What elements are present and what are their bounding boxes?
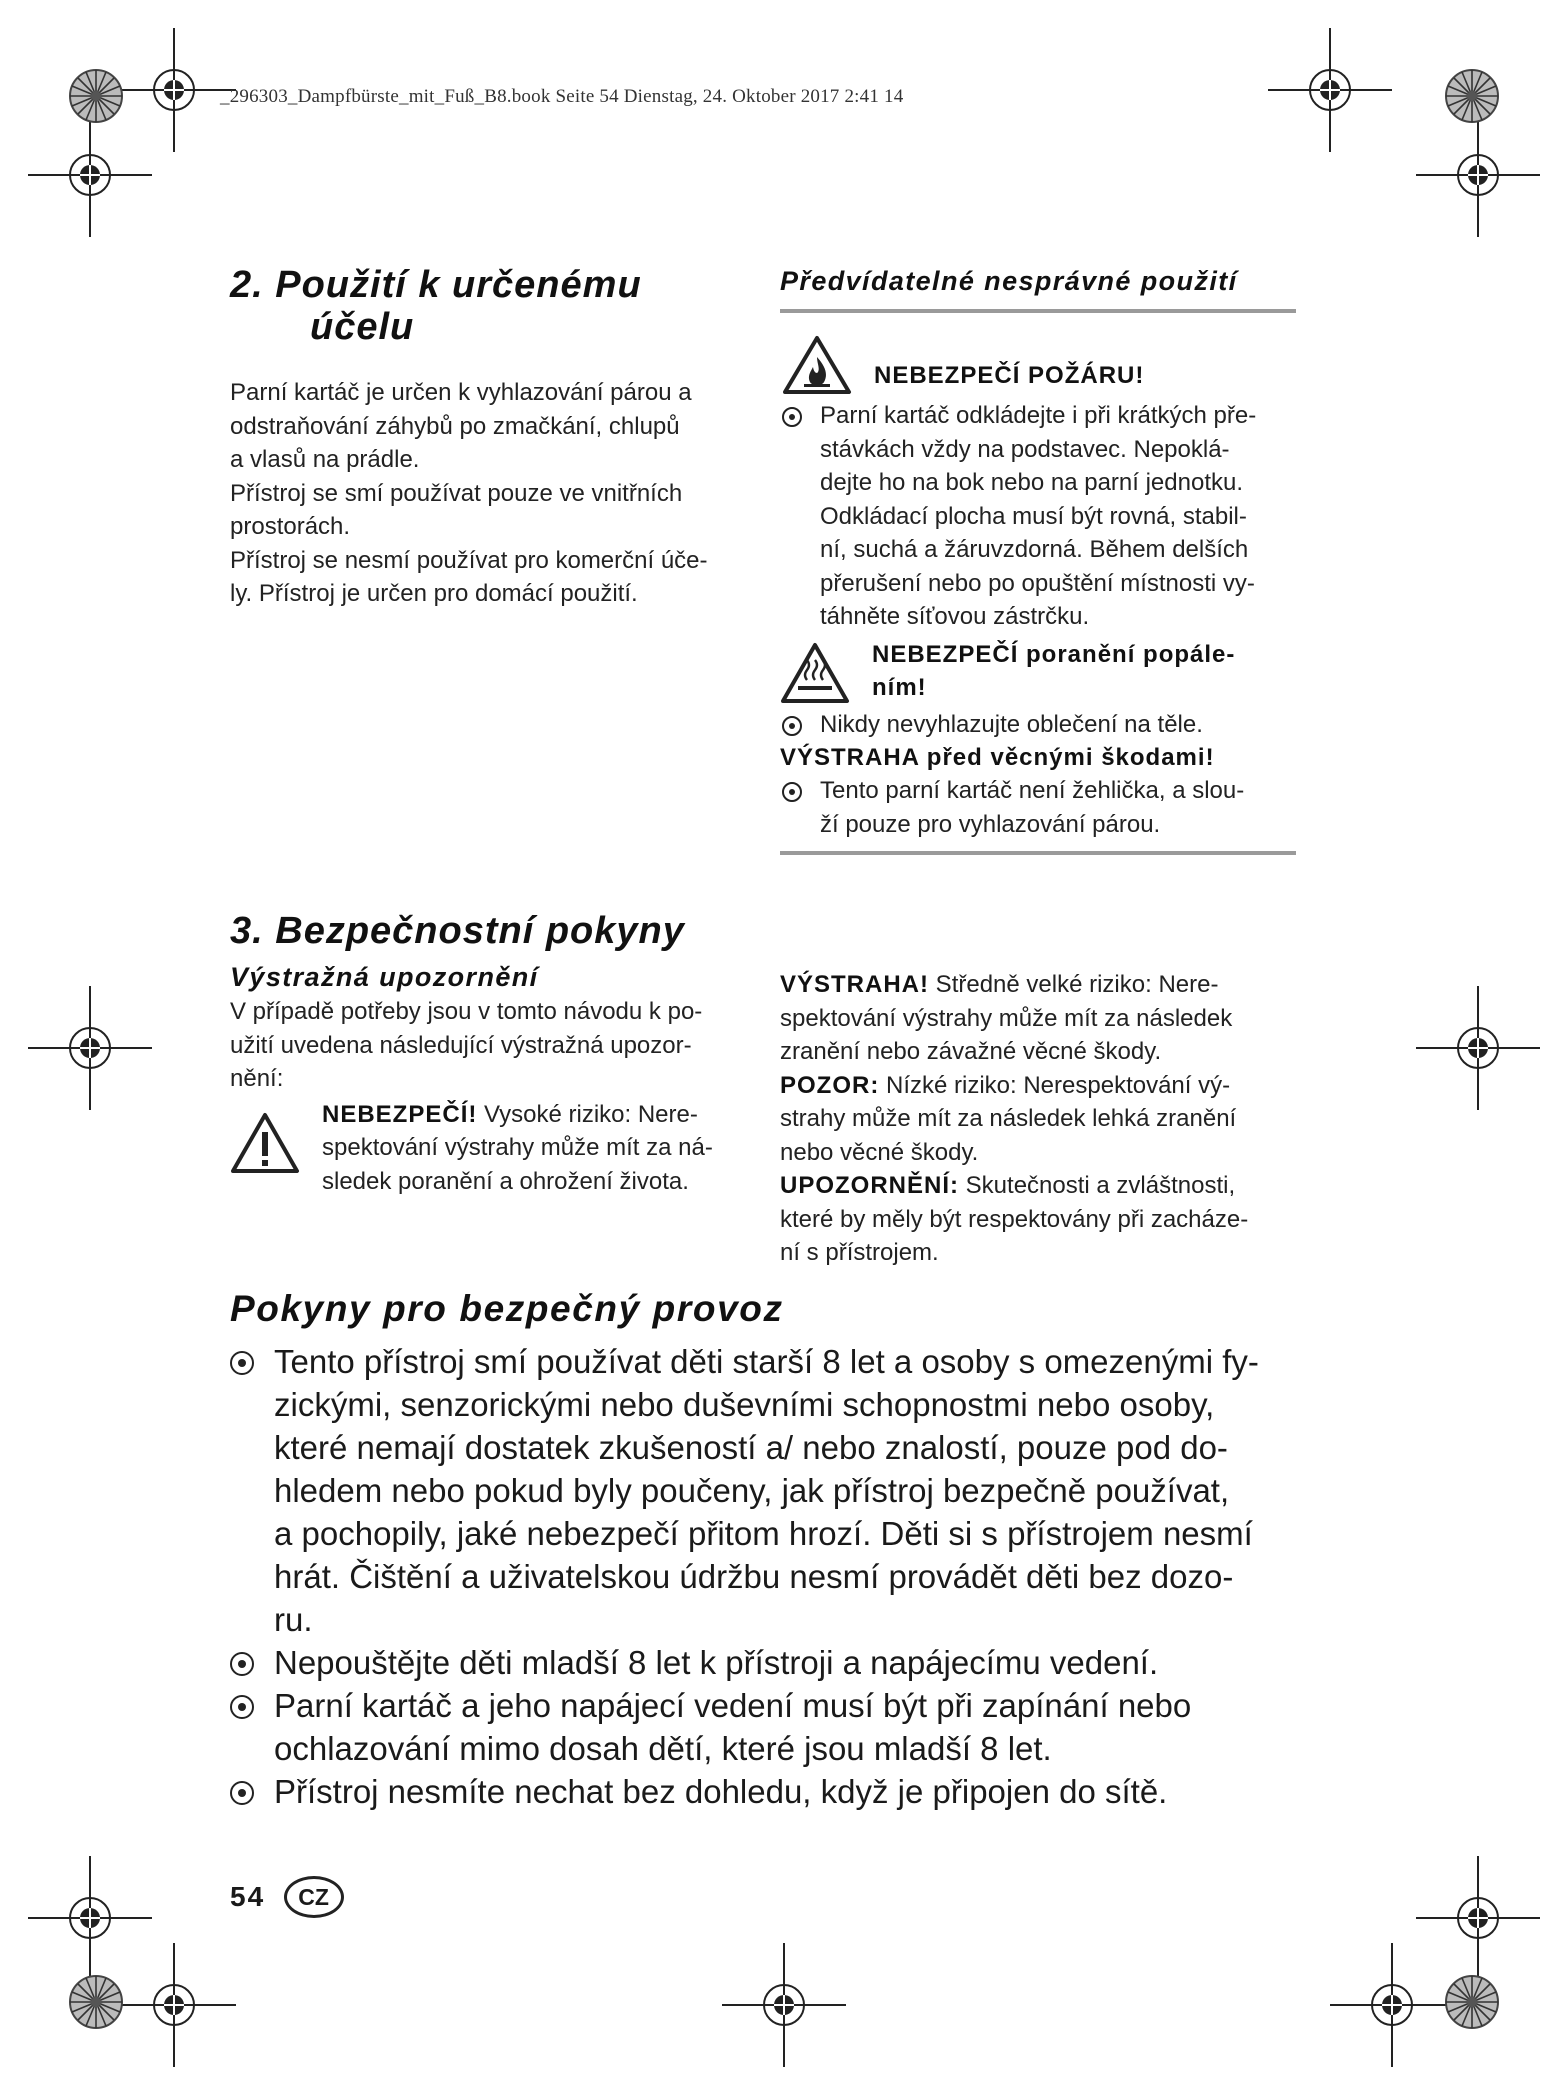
country-badge: CZ [284, 1876, 344, 1918]
page-footer [230, 1876, 344, 1918]
warnings-intro: V případě potřeby jsou v tomto návodu k po- užití uvedena následující výstražná upozor- nění: [230, 998, 703, 1092]
section-3-title: 3. Bezpečnostní pokyny [230, 910, 685, 952]
fire-warning [780, 335, 1296, 395]
section-2 [230, 264, 750, 611]
bullet-icon [230, 1781, 254, 1805]
file-info-header: _296303_Dampfbürste_mit_Fuß_B8.book Seite 54 Dienstag, 24. Oktober 2017 2:41 14 [220, 86, 904, 107]
note-level: UPOZORNĚNÍ: Skutečnosti a zvláštnosti, které by měly být respektovány při zacháze- ní s přístrojem. [780, 1172, 1249, 1266]
starburst-icon [1446, 70, 1498, 122]
damage-warning-item: Tento parní kartáč není žehlička, a slou- ží pouze pro vyhlazování párou. [780, 774, 1296, 841]
section-2-title: 2. Použití k určenému účelu [230, 264, 642, 348]
safe-operation [230, 1288, 1310, 1813]
bullet-icon [230, 1351, 254, 1375]
warning-levels [780, 968, 1300, 1270]
page-number: 54 [230, 1881, 266, 1912]
list-item: Přístroj nesmíte nechat bez dohledu, když je připojen do sítě. [230, 1770, 1310, 1813]
section-3 [230, 910, 760, 1198]
crosshair-icon [112, 1943, 236, 2067]
damage-warning-label: VÝSTRAHA před věcnými škodami! [780, 744, 1215, 771]
burn-warning-label: NEBEZPEČÍ poranění popále- ním! [872, 640, 1236, 701]
list-item: Parní kartáč a jeho napájecí vedení musí být při zapínání nebo ochlazování mimo dosah dětí, které jsou mladší 8 let. [230, 1684, 1310, 1770]
starburst-icon [1446, 1976, 1498, 2028]
caution-level: POZOR: Nízké riziko: Nerespektování vý- strahy může mít za následek lehká zranění nebo věcné škody. [780, 1071, 1237, 1166]
divider [780, 309, 1296, 313]
list-item: Tento přístroj smí používat děti starší 8 let a osoby s omezenými fy- zickými, senzorickými nebo duševními schopnostmi nebo osoby, které nemají dostatek zkušeností a/ nebo znalostí, pouze pod do- hledem nebo pokud byly poučeny, jak přístroj bezpečně používat, a pochopily, jaké nebezpečí přitom hrozí. Děti si s přístrojem nesmí hrát. Čištění a uživatelskou údržbu nesmí provádět děti bez dozo- ru. [230, 1340, 1310, 1641]
crosshair-icon [112, 28, 236, 152]
crosshair-icon [1330, 1943, 1454, 2067]
fire-warning-label: NEBEZPEČÍ POŽÁRU! [874, 362, 1145, 389]
misuse-title: Předvídatelné nesprávné použití [780, 266, 1238, 296]
safe-operation-list [230, 1340, 1310, 1813]
bullet-icon [782, 716, 802, 736]
bullet-icon [230, 1652, 254, 1676]
fire-warning-item: Parní kartáč odkládejte i při krátkých pře- stávkách vždy na podstavec. Nepoklá- dejte ho na bok nebo na parní jednotku. Odkládací plocha musí být rovná, stabil- ní, suchá a žáruvzdorná. Během delších přerušení nebo po opuštění místnosti vy- táhněte síťovou zástrčku. [780, 399, 1296, 634]
crosshair-icon [1416, 986, 1540, 1110]
list-item: Nepouštějte děti mladší 8 let k přístroji a napájecímu vedení. [230, 1641, 1310, 1684]
warning-triangle-icon [230, 1112, 300, 1174]
misuse-box [780, 266, 1296, 855]
burn-warning [780, 638, 1296, 708]
safe-operation-title: Pokyny pro bezpečný provoz [230, 1288, 784, 1329]
hot-surface-warning-icon [780, 642, 850, 704]
crosshair-icon [722, 1943, 846, 2067]
crosshair-icon [28, 986, 152, 1110]
danger-level: NEBEZPEČÍ! Vysoké riziko: Nere- spektování výstrahy může mít za ná- sledek poranění a ohrožení života. [230, 1098, 760, 1199]
crosshair-icon [1416, 113, 1540, 237]
starburst-icon [70, 70, 122, 122]
crosshair-icon [1416, 1856, 1540, 1980]
warning-level: VÝSTRAHA! Středně velké riziko: Nere- spektování výstrahy může mít za následek zranění nebo závažné věcné škody. [780, 971, 1233, 1065]
bullet-icon [782, 782, 802, 802]
crosshair-icon [28, 1856, 152, 1980]
crosshair-icon [1268, 28, 1392, 152]
bullet-icon [230, 1695, 254, 1719]
warnings-subtitle: Výstražná upozornění [230, 962, 539, 992]
bullet-icon [782, 407, 802, 427]
section-2-paragraph: Parní kartáč je určen k vyhlazování párou a odstraňování záhybů po zmačkání, chlupů a vlasů na prádle. Přístroj se smí používat pouze ve vnitřních prostorách. Přístroj se nesmí používat pro komerční úče- ly. Přístroj je určen pro domácí použití. [230, 379, 708, 607]
burn-warning-item: Nikdy nevyhlazujte oblečení na těle. [780, 708, 1296, 742]
starburst-icon [70, 1976, 122, 2028]
fire-warning-icon [782, 335, 852, 395]
crosshair-icon [28, 113, 152, 237]
divider [780, 851, 1296, 855]
